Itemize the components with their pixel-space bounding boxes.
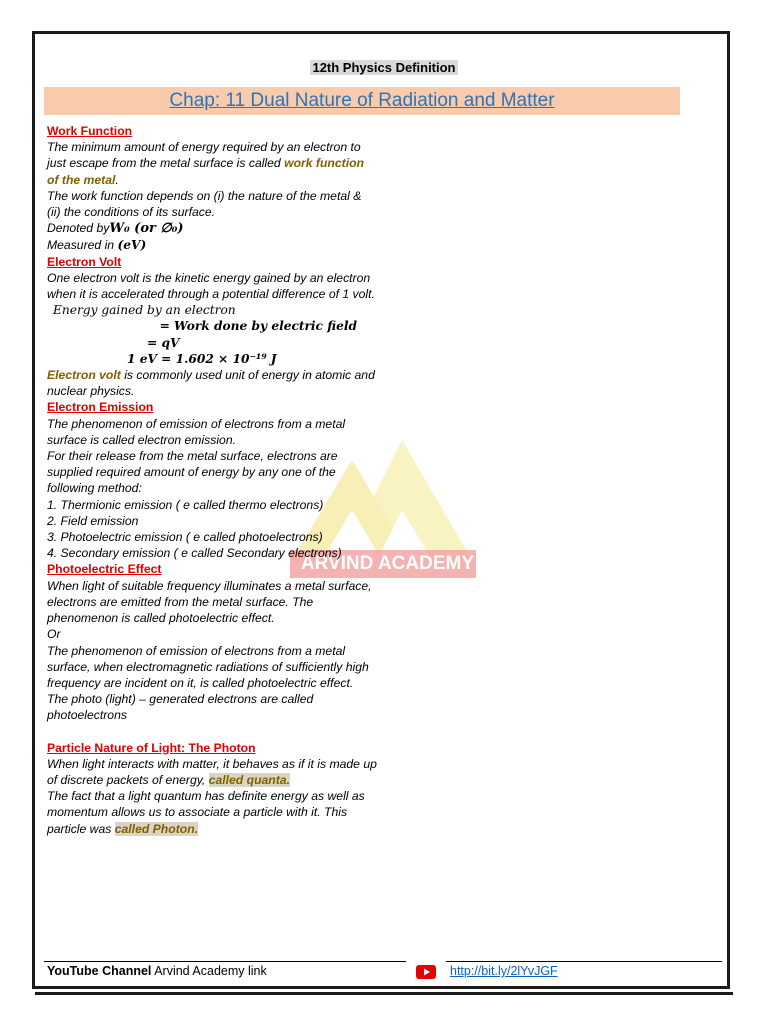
header-label: [0, 60, 768, 75]
footer-divider-right: [446, 961, 722, 962]
ev-eq-line2: = Work done by electric field: [159, 319, 357, 334]
photon-term-quanta: called quanta.: [208, 772, 290, 787]
ev-eq-line3: = qV: [147, 335, 180, 350]
heading-electron-volt: Electron Volt: [47, 254, 122, 269]
wf-term: work function of the metal: [47, 156, 364, 187]
ee-p1: The phenomenon of emission of electrons from a metal surface is called electron emission.: [47, 416, 346, 447]
footer-channel-name: Arvind Academy link: [151, 964, 267, 978]
list-item: 3. Photoelectric emission ( e called photoelectrons): [47, 530, 323, 545]
footer-divider-left: [44, 961, 406, 962]
heading-work-function: Work Function: [47, 124, 133, 138]
ev-p2-text: is commonly used unit of energy in atomic and nuclear physics.: [47, 368, 375, 399]
footer-channel: [47, 964, 267, 978]
wf-p1-end: .: [115, 172, 119, 187]
wf-p2: The work function depends on (i) the nature of the metal & (ii) the conditions of its surface.: [47, 188, 362, 220]
wf-denoted: [47, 220, 377, 237]
wf-measured: [47, 237, 377, 253]
footer-link[interactable]: http://bit.ly/2lYvJGF: [450, 964, 558, 978]
list-item: 2. Field emission: [47, 513, 139, 528]
youtube-icon[interactable]: [416, 965, 436, 979]
pe-p3: The photo (light) – generated electrons are called photoelectrons: [47, 692, 314, 723]
footer-channel-label: YouTube Channel: [47, 964, 152, 978]
pe-p1: When light of suitable frequency illuminates a metal surface, electrons are emitted from the metal surface. The phenomenon is called photoelectric effect.: [47, 578, 372, 626]
heading-photon: Particle Nature of Light: The Photon: [47, 740, 256, 755]
wf-denoted-prefix: Denoted by: [47, 221, 110, 236]
spacer: [47, 724, 377, 740]
page-border-shadow: [35, 992, 733, 995]
ev-p2: [47, 367, 377, 399]
pe-p2: The phenomenon of emission of electrons from a metal surface, when electromagnetic radiations of sufficiently high frequency are incident on it, is called photoelectric effect.: [47, 643, 369, 690]
ev-term: Electron volt: [47, 368, 121, 383]
list-item: 1. Thermionic emission ( e called thermo electrons): [47, 497, 324, 512]
photon-p2-text: The fact that a light quantum has definite energy as well as momentum allows us to associate a particle with it. This particle was: [47, 789, 365, 836]
photon-term-photon: called Photon.: [114, 821, 199, 836]
header-label-text: 12th Physics Definition: [312, 60, 456, 75]
wf-p1: The minimum amount of energy required by an electron to just escape from the metal surface is called: [47, 140, 361, 171]
ev-eq-line4: 1 eV = 1.602 × 10⁻¹⁹ J: [127, 351, 277, 366]
main-content: [47, 123, 377, 837]
heading-electron-emission: Electron Emission: [47, 400, 154, 415]
work-function-definition: [47, 139, 377, 188]
pe-or: Or: [47, 627, 61, 642]
photon-p1: [47, 756, 377, 788]
wf-measured-prefix: Measured in: [47, 238, 115, 253]
list-item: 4. Secondary emission ( e called Secondary electrons): [47, 546, 342, 561]
watermark-text: ARVIND ACADEMY: [290, 550, 476, 578]
ev-eq-line1: Energy gained by an electron: [53, 303, 236, 318]
ee-p2: For their release from the metal surface, electrons are supplied required amount of energy by any one of the following method:: [47, 449, 338, 496]
photon-p2: [47, 788, 377, 837]
wf-denoted-symbol: W₀ (or ∅₀): [109, 221, 184, 237]
chapter-title: Chap: 11 Dual Nature of Radiation and Matter: [44, 87, 680, 115]
wf-measured-unit: (eV): [117, 238, 147, 253]
ev-p1: One electron volt is the kinetic energy gained by an electron when it is accelerated through a potential difference of 1 volt.: [47, 270, 375, 302]
heading-photoelectric-effect: Photoelectric Effect: [47, 562, 162, 577]
photon-p1-text: When light interacts with matter, it behaves as if it is made up of discrete packets of energy,: [47, 756, 377, 787]
